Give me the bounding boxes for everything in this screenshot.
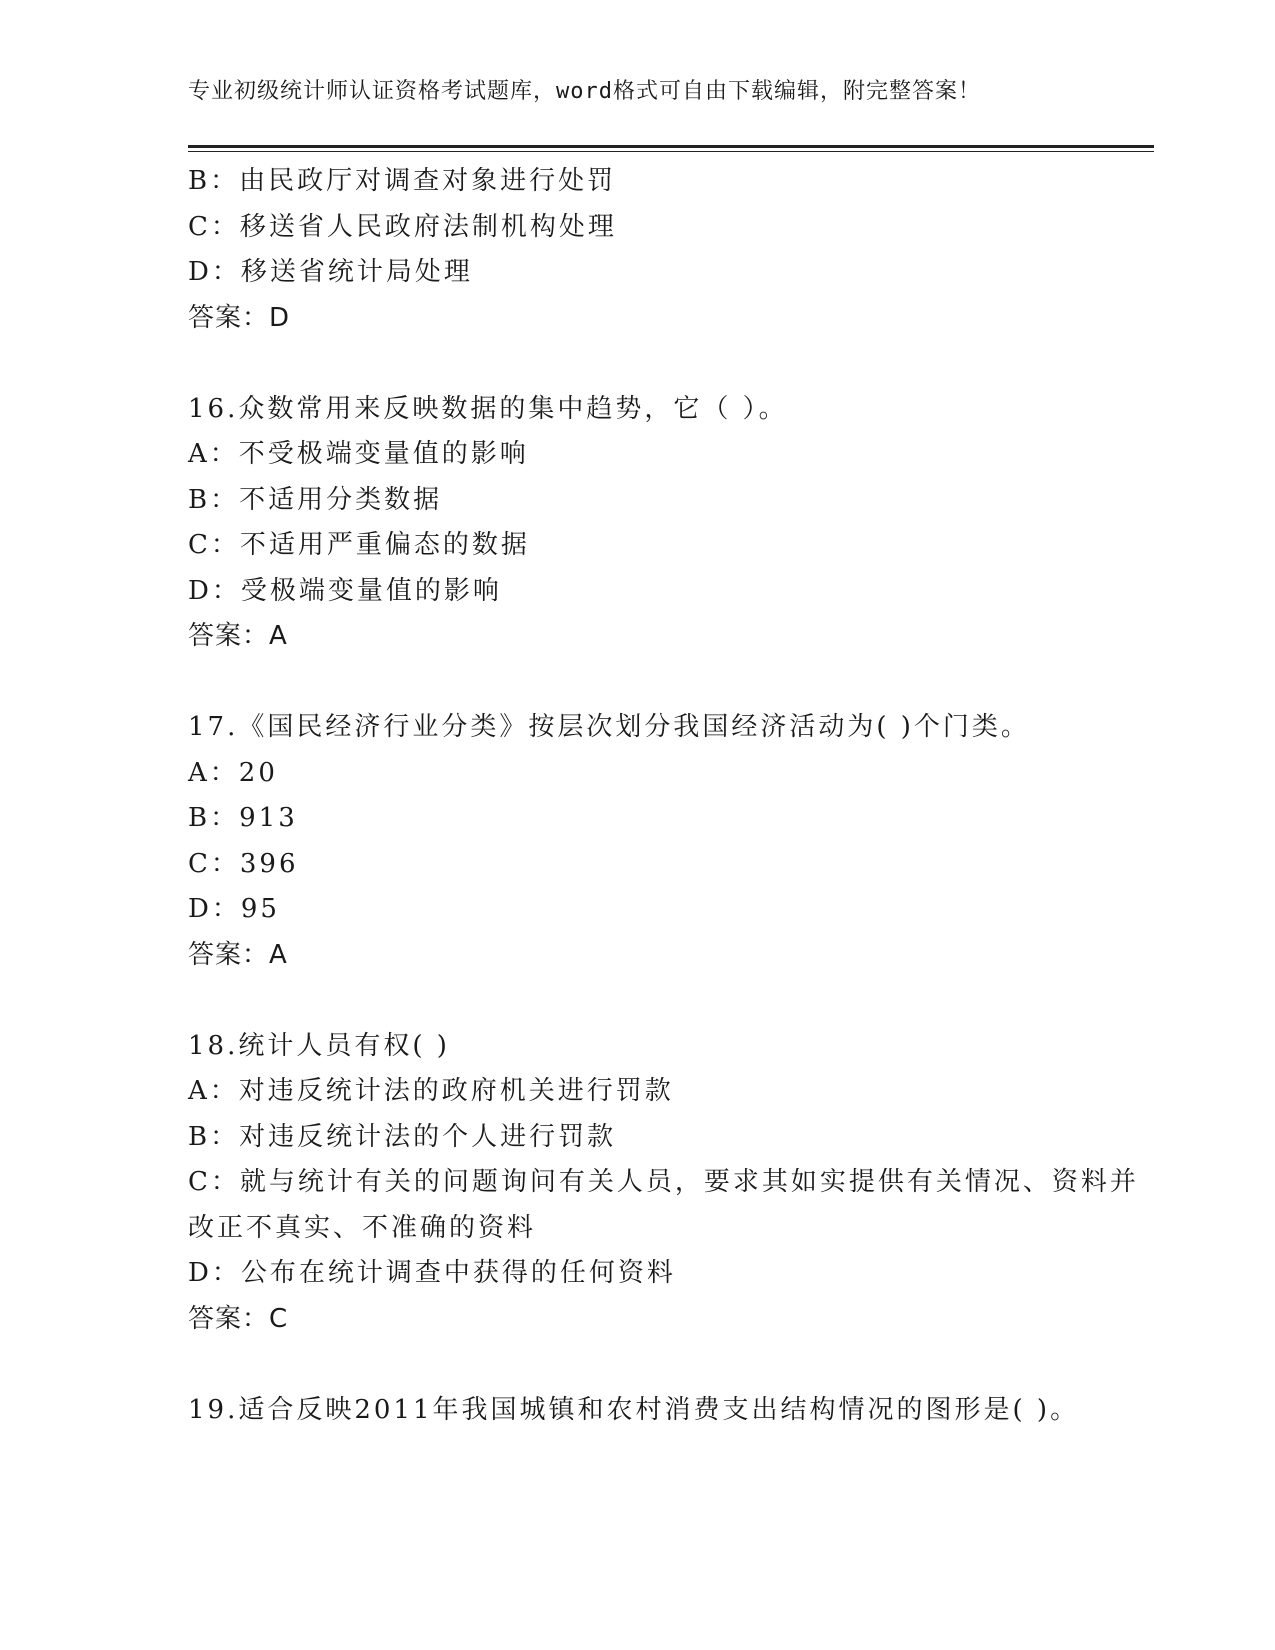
question-17 — [188, 705, 1154, 978]
option-c: C：就与统计有关的问题询问有关人员，要求其如实提供有关情况、资料并改正不真实、不准确的资料 — [188, 1167, 1139, 1243]
spacer — [188, 660, 1154, 706]
page-header: 专业初级统计师认证资格考试题库，word格式可自由下载编辑，附完整答案！ — [188, 79, 981, 104]
answer: 答案：D — [188, 302, 291, 333]
option-d: D：移送省统计局处理 — [188, 257, 473, 287]
option-b: B：由民政厅对调查对象进行处罚 — [188, 166, 617, 196]
question-16 — [188, 387, 1154, 660]
question-stem: 17.《国民经济行业分类》按层次划分我国经济活动为( )个门类。 — [188, 712, 1030, 742]
spacer — [188, 978, 1154, 1024]
option-c: C：移送省人民政府法制机构处理 — [188, 211, 617, 242]
option-d: D：公布在统计调查中获得的任何资料 — [188, 1258, 676, 1288]
answer: 答案：A — [188, 621, 288, 651]
question-19 — [188, 1388, 1154, 1434]
header-rule-thin — [188, 151, 1154, 152]
question-15-tail — [188, 159, 1154, 341]
option-d: D：受极端变量值的影响 — [188, 575, 502, 606]
answer: 答案：A — [188, 939, 288, 970]
option-b: B：913 — [188, 803, 298, 833]
question-18 — [188, 1024, 1154, 1343]
answer: 答案：C — [188, 1303, 289, 1334]
header-rule-thick — [188, 145, 1154, 148]
option-b: B：对违反统计法的个人进行罚款 — [188, 1121, 617, 1152]
question-stem: 19.适合反映2011年我国城镇和农村消费支出结构情况的图形是( )。 — [188, 1394, 1080, 1425]
option-c: C：不适用严重偏态的数据 — [188, 530, 530, 560]
option-a: A：20 — [188, 757, 278, 788]
spacer — [188, 341, 1154, 387]
option-a: A：对违反统计法的政府机关进行罚款 — [188, 1076, 674, 1106]
option-b: B：不适用分类数据 — [188, 484, 443, 515]
option-d: D：95 — [188, 894, 280, 924]
spacer — [188, 1342, 1154, 1388]
option-c: C：396 — [188, 848, 299, 879]
question-stem: 18.统计人员有权( ) — [188, 1030, 450, 1061]
option-a: A：不受极端变量值的影响 — [188, 439, 529, 469]
question-list — [188, 159, 1154, 1433]
question-stem: 16.众数常用来反映数据的集中趋势，它（ ）。 — [188, 393, 788, 424]
